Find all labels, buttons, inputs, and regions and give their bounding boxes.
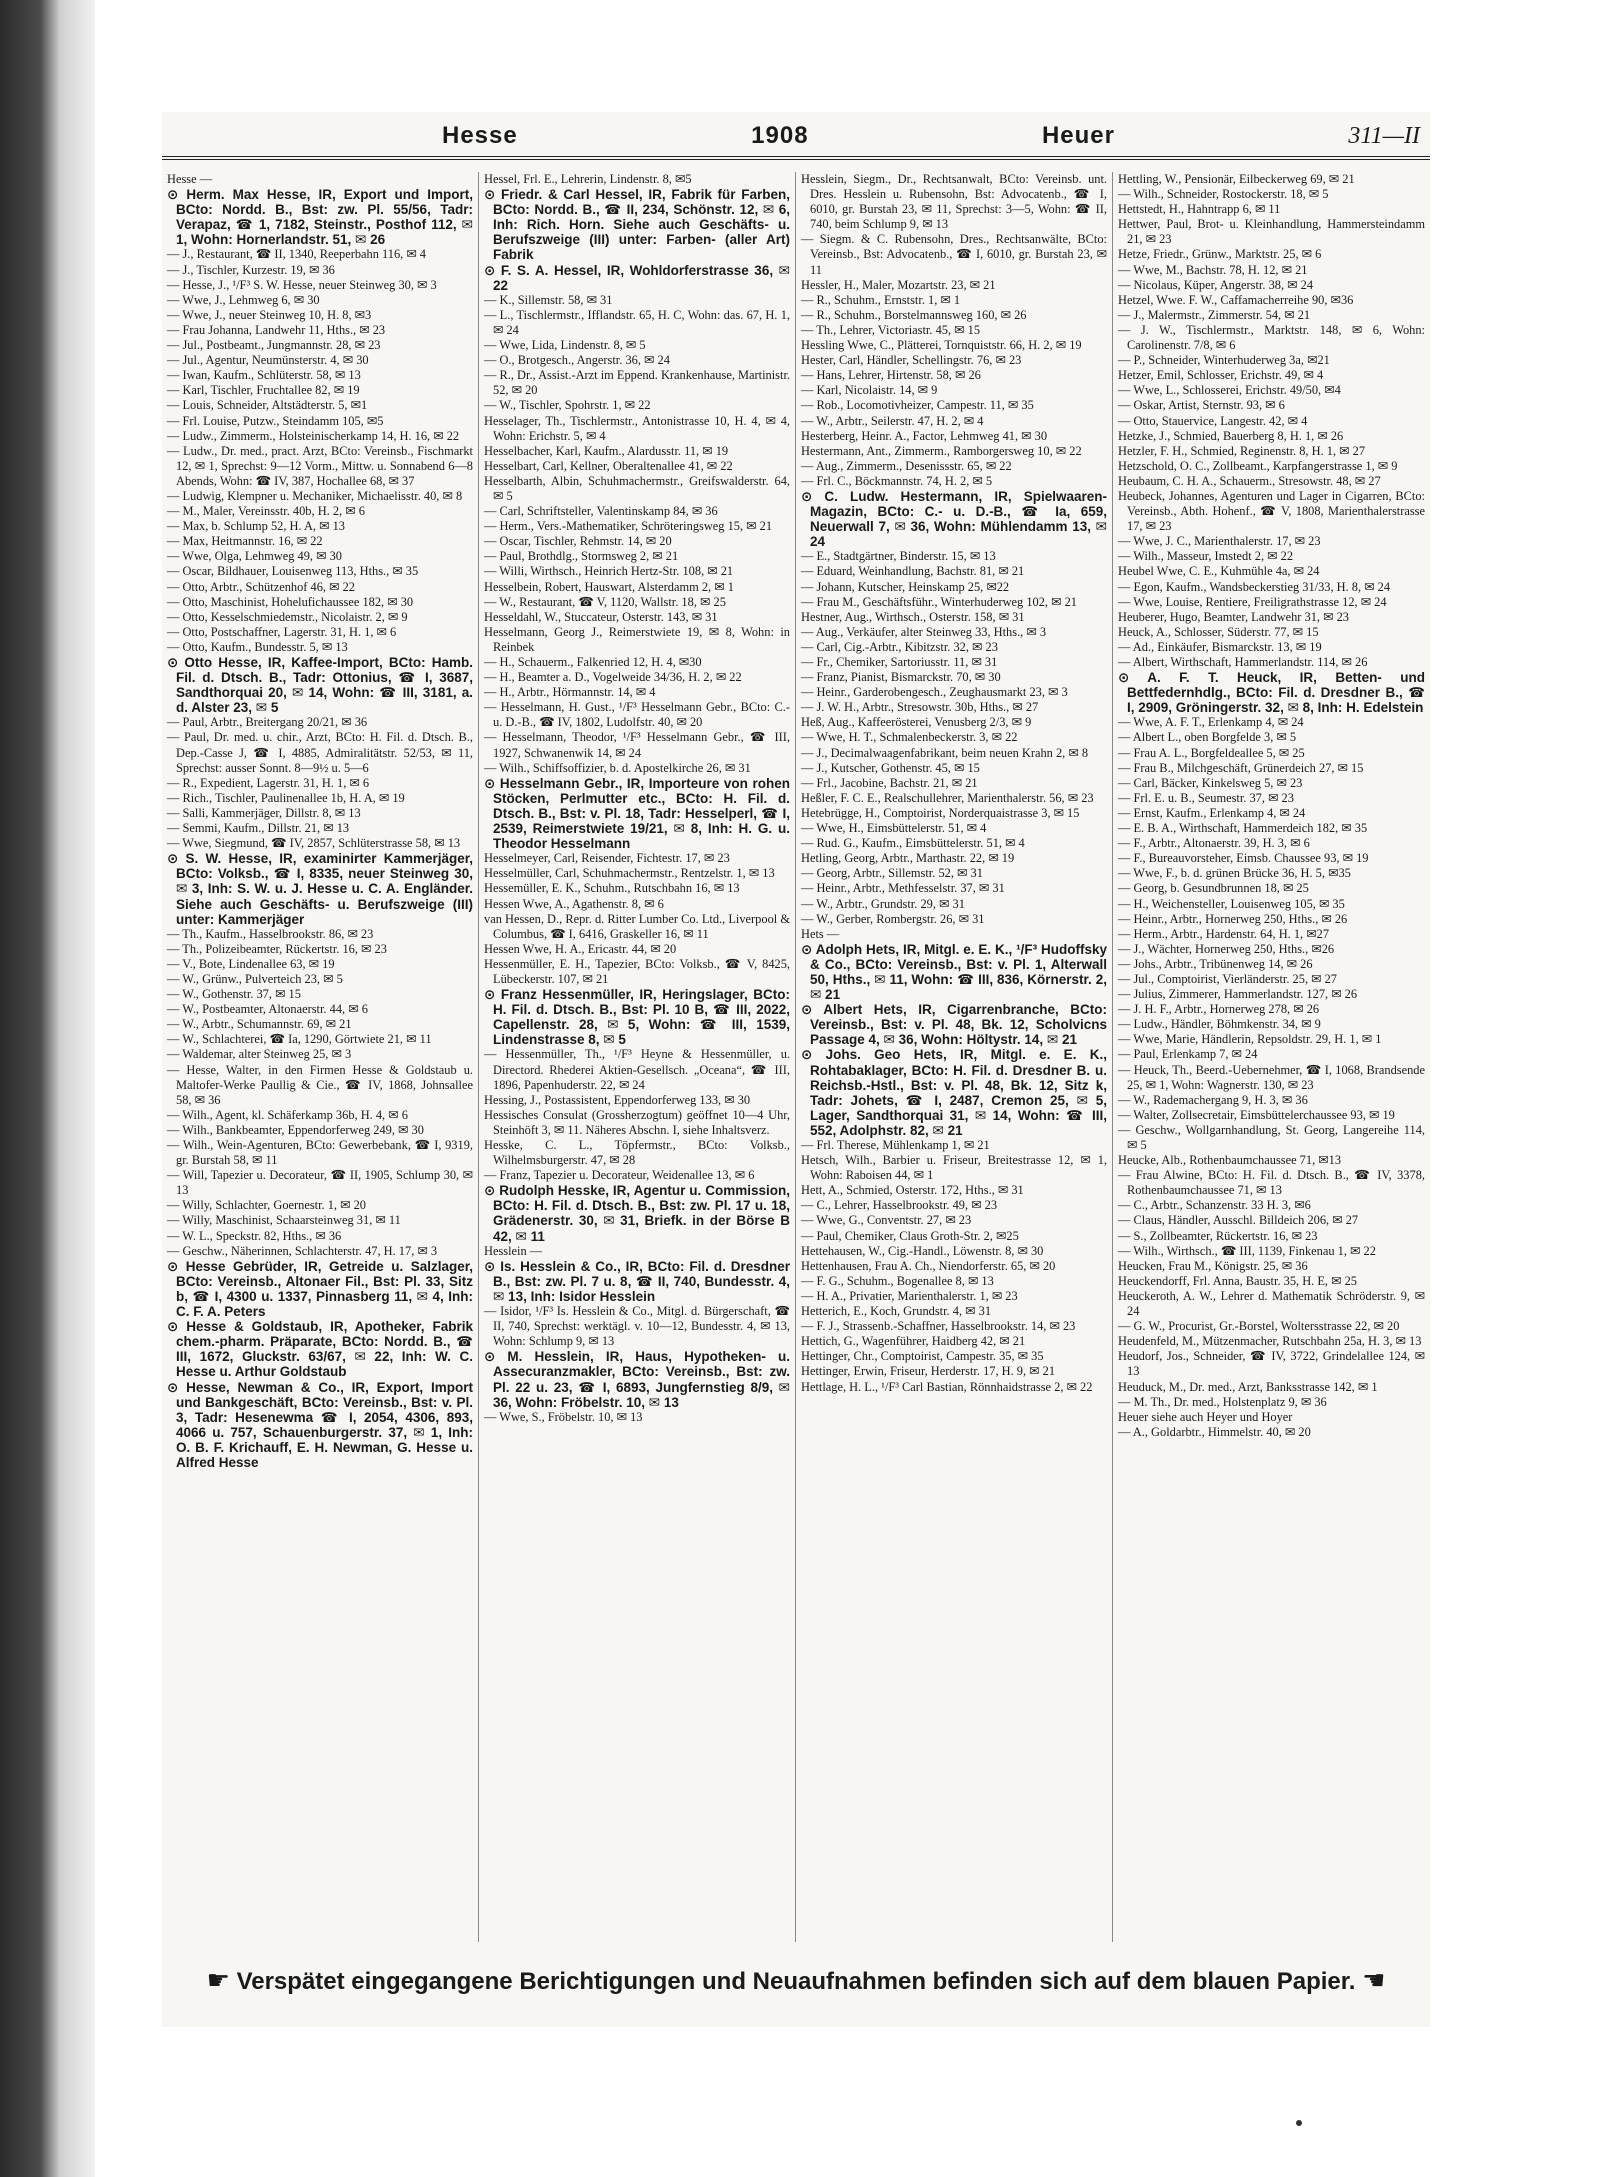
directory-entry: — W., Restaurant, ☎ V, 1120, Wallstr. 18, ✉ 25: [484, 594, 726, 609]
directory-entry: — Frl., Jacobine, Bachstr. 21, ✉ 21: [801, 775, 978, 790]
directory-entry: — Otto, Kesselschmiedemstr., Nicolaistr. 2, ✉ 9: [167, 609, 408, 624]
directory-column-4: [1113, 172, 1430, 1942]
directory-entry: — Wwe, F., b. d. grünen Brücke 36, H. 5, ✉35: [1118, 866, 1351, 881]
directory-entry: — H., Weichensteller, Louisenweg 105, ✉ 35: [1118, 896, 1345, 911]
directory-entry: Hesseldahl, W., Stuccateur, Osterstr. 143, ✉ 31: [484, 609, 718, 624]
directory-entry: Hett, A., Schmied, Osterstr. 172, Hths., ✉ 31: [801, 1183, 1024, 1198]
directory-entry: van Hessen, D., Repr. d. Ritter Lumber Co. Ltd., Liverpool & Columbus, ☎ I, 6416, Graskeller 16, ✉ 11: [484, 911, 790, 941]
directory-entry: — J., Decimalwaagenfabrikant, beim neuen Krahn 2, ✉ 8: [801, 745, 1089, 760]
directory-entry: Heubel Wwe, C. E., Kuhmühle 4a, ✉ 24: [1118, 564, 1320, 579]
directory-entry: — W., Arbtr., Seilerstr. 47, H. 2, ✉ 4: [801, 413, 984, 428]
directory-entry: — S., Zollbeamter, Rückertstr. 16, ✉ 23: [1118, 1228, 1318, 1243]
directory-entry: — Rud. G., Kaufm., Eimsbüttelerstr. 51, ✉ 4: [801, 836, 1025, 851]
directory-entry: ⊙ Rudolph Hesske, IR, Agentur u. Commission, BCto: H. Fil. d. Dtsch. B., Bst: zw. Pl. 17 u. 18, Grädenerstr. 30, ✉ 31, Briefk. in der Börse B 42, ✉ 11: [484, 1183, 790, 1244]
directory-entry: — J. W. H., Arbtr., Stresowstr. 30b, Hths., ✉ 27: [801, 700, 1039, 715]
directory-entry: Hessemüller, E. K., Schuhm., Rutschbahn 16, ✉ 13: [484, 881, 740, 896]
pointing-hand-left-icon: ☚: [1362, 1965, 1386, 1995]
directory-entry: — H., Arbtr., Hörmannstr. 14, ✉ 4: [484, 685, 656, 700]
directory-entry: — Max, Heitmannstr. 16, ✉ 22: [167, 534, 323, 549]
directory-entry: — Wwe, Marie, Händlerin, Repsoldstr. 29, H. 1, ✉ 1: [1118, 1032, 1382, 1047]
directory-entry: ⊙ Friedr. & Carl Hessel, IR, Fabrik für Farben, BCto: Nordd. B., ☎ II, 234, Schönstr. 12, ✉ 6, Inh: Rich. Horn. Siehe auch Geschäfts- u. Berufszweige (III) unter: Farben- (aller Art) Fabrik: [484, 187, 790, 263]
directory-entry: Hesske, C. L., Töpfermstr., BCto: Volksb., Wilhelmsburgerstr. 47, ✉ 28: [484, 1138, 790, 1168]
directory-entry: Hesselager, Th., Tischlermstr., Antonistrasse 10, H. 4, ✉ 4, Wohn: Erichstr. 5, ✉ 4: [484, 413, 790, 443]
directory-entry: Heubeck, Johannes, Agenturen und Lager in Cigarren, BCto: Vereinsb., Abth. Hohenf., ☎ V, 1808, Marienthalerstrasse 17, ✉ 23: [1118, 488, 1425, 534]
directory-entry: ⊙ A. F. T. Heuck, IR, Betten- und Bettfedernhdlg., BCto: Fil. d. Dresdner B., ☎ I, 2909, Gröningerstr. 32, ✉ 8, Inh: H. Edelstein: [1118, 670, 1425, 716]
directory-entry: — Claus, Händler, Ausschl. Billdeich 206, ✉ 27: [1118, 1213, 1359, 1228]
directory-entry: Hesselmüller, Carl, Schuhmachermstr., Rentzelstr. 1, ✉ 13: [484, 866, 775, 881]
directory-entry: — Carl, Schriftsteller, Valentinskamp 84, ✉ 36: [484, 504, 718, 519]
directory-entry: — Hesselmann, Theodor, ¹/F³ Hesselmann Gebr., ☎ III, 1927, Schwanenwik 14, ✉ 24: [484, 730, 790, 760]
directory-entry: — Ad., Einkäufer, Bismarckstr. 13, ✉ 19: [1118, 639, 1322, 654]
directory-entry: ⊙ M. Hesslein, IR, Haus, Hypotheken- u. Assecuranzmakler, BCto: Vereinsb., Bst: zw. Pl. 22 u. 23, ☎ I, 6893, Jungfernstieg 8/9, ✉ 36, Wohn: Fröbelstr. 10, ✉ 13: [484, 1349, 790, 1410]
directory-entry: ⊙ Hesse & Goldstaub, IR, Apotheker, Fabrik chem.-pharm. Präparate, BCto: Nordd. B., ☎ III, 1672, Gluckstr. 63/67, ✉ 22, Inh: W. C. Hesse u. Arthur Goldstaub: [167, 1319, 473, 1380]
directory-entry: — Ludw., Dr. med., pract. Arzt, BCto: Vereinsb., Fischmarkt 12, ✉ 1, Sprechst: 9—12 Vorm., Mittw. u. Sonnabend 6—8 Abends, Wohn: ☎ IV, 387, Hochallee 68, ✉ 37: [167, 443, 473, 488]
directory-entry: — Karl, Nicolaistr. 14, ✉ 9: [801, 383, 938, 398]
directory-entry: — Heinr., Arbtr., Hornerweg 250, Hths., ✉ 26: [1118, 911, 1348, 926]
directory-entry: Hestner, Aug., Wirthsch., Osterstr. 158, ✉ 31: [801, 609, 1025, 624]
header-year: 1908: [751, 122, 809, 149]
directory-entry: — Heuck, Th., Beerd.-Uebernehmer, ☎ I, 1068, Brandsende 25, ✉ 1, Wohn: Wagnerstr. 130, ✉ 23: [1118, 1062, 1425, 1092]
directory-entry: — Max, b. Schlump 52, H. A, ✉ 13: [167, 519, 345, 534]
directory-entry: — L., Tischlermstr., Ifflandstr. 65, H. C, Wohn: das. 67, H. 1, ✉ 24: [484, 307, 790, 337]
directory-entry: — Wwe, H. T., Schmalenbeckerstr. 3, ✉ 22: [801, 730, 1018, 745]
directory-entry: — Frau M., Geschäftsführ., Winterhuderweg 102, ✉ 21: [801, 594, 1077, 609]
directory-entry: — M., Maler, Vereinsstr. 40b, H. 2, ✉ 6: [167, 504, 365, 519]
directory-entry: — Wilh., Schneider, Rostockerstr. 18, ✉ 5: [1118, 187, 1329, 202]
directory-entry: — Willi, Wirthsch., Heinrich Hertz-Str. 108, ✉ 21: [484, 564, 734, 579]
scan-edge: [0, 0, 95, 2177]
directory-entry: Hetzel, Wwe. F. W., Caffamacherreihe 90, ✉36: [1118, 292, 1354, 307]
directory-entry: — Paul, Dr. med. u. chir., Arzt, BCto: H. Fil. d. Dtsch. B., Dep.-Casse J, ☎ I, 4885, Admiralitätstr. 52/53, ✉ 11, Sprechst: ausser Sonnt. 8—9½ u. 5—6: [167, 730, 473, 775]
directory-entry: ⊙ Hesselmann Gebr., IR, Importeure von rohen Stöcken, Perlmutter etc., BCto: H. Fil. d. Dtsch. B., Bst: v. Pl. 18, Tadr: Hesselperl, ☎ I, 2539, Reimerstwiete 19/21, ✉ 8, Inh: H. G. u. Theodor Hesselmann: [484, 775, 790, 852]
directory-entry: — W., Gothenstr. 37, ✉ 15: [167, 987, 301, 1002]
directory-entry: — Julius, Zimmerer, Hammerlandstr. 127, ✉ 26: [1118, 987, 1358, 1002]
directory-entry: — Frl. Louise, Putzw., Steindamm 105, ✉5: [167, 413, 384, 428]
directory-entry: — Jul., Postbeamt., Jungmannstr. 28, ✉ 23: [167, 338, 381, 353]
directory-entry: — Wwe, Olga, Lehmweg 49, ✉ 30: [167, 549, 342, 564]
directory-entry: — Ludwig, Klempner u. Mechaniker, Michaelisstr. 40, ✉ 8: [167, 488, 463, 503]
directory-entry: Hessen Wwe, H. A., Ericastr. 44, ✉ 20: [484, 941, 677, 956]
directory-entry: ⊙ Johs. Geo Hets, IR, Mitgl. e. E. K., Rohtabaklager, BCto: H. Fil. d. Dresdner B. u. Reichsb.-Hstl., Bst: v. Pl. 48, Bk. 12, Sitz k, Tadr: Johets, ☎ I, 2487, Cremon 25, ✉ 5, Lager, Sandthorquai 31, ✉ 14, Wohn: ☎ III, 552, Adolphstr. 82, ✉ 21: [801, 1047, 1107, 1138]
directory-entry: — Hesse, Walter, in den Firmen Hesse & Goldstaub u. Maltofer-Werke Paullig & Cie., ☎ IV, 1868, Johnsallee 58, ✉ 36: [167, 1062, 473, 1107]
footer-notice: [162, 1960, 1430, 2000]
directory-entry: Hessler, H., Maler, Mozartstr. 23, ✉ 21: [801, 277, 996, 292]
directory-entry: — Wilh., Schiffsoffizier, b. d. Apostelkirche 26, ✉ 31: [484, 760, 751, 775]
directory-entry: Hessen Wwe, A., Agathenstr. 8, ✉ 6: [484, 896, 664, 911]
directory-entry: — Johann, Kutscher, Heinskamp 25, ✉22: [801, 579, 1010, 594]
directory-column-1: [162, 172, 479, 1942]
directory-entry: Hets —: [801, 926, 840, 941]
directory-entry: — Aug., Zimmerm., Desenissstr. 65, ✉ 22: [801, 458, 1012, 473]
directory-entry: — Wwe, Louise, Rentiere, Freiligrathstrasse 12, ✉ 24: [1118, 594, 1387, 609]
directory-entry: Hettwer, Paul, Brot- u. Kleinhandlung, Hammersteindamm 21, ✉ 23: [1118, 217, 1425, 247]
directory-entry: — Hans, Lehrer, Hirtenstr. 58, ✉ 26: [801, 368, 981, 383]
directory-entry: Hettenhausen, Frau A. Ch., Niendorferstr. 65, ✉ 20: [801, 1258, 1056, 1273]
directory-entry: — Geschw., Näherinnen, Schlachterstr. 47, H. 17, ✉ 3: [167, 1243, 438, 1258]
directory-entry: — W., Schlachterei, ☎ Ia, 1290, Görtwiete 21, ✉ 11: [167, 1032, 432, 1047]
directory-entry: — Wwe, J., Lehmweg 6, ✉ 30: [167, 292, 320, 307]
directory-entry: — Otto, Kaufm., Bundesstr. 5, ✉ 13: [167, 639, 348, 654]
directory-entry: — J., Kutscher, Gothenstr. 45, ✉ 15: [801, 760, 980, 775]
directory-entry: Hessling Wwe, C., Plätterei, Tornquiststr. 66, H. 2, ✉ 19: [801, 338, 1082, 353]
directory-entry: — Otto, Maschinist, Hohelufichaussee 182, ✉ 30: [167, 594, 414, 609]
directory-entry: Hessisches Consulat (Grossherzogtum) geöffnet 10—4 Uhr, Steinhöft 3, ✉ 11. Näheres Abschn. I, siehe Inhaltsverz.: [484, 1107, 790, 1137]
directory-entry: — H., Beamter a. D., Vogelweide 34/36, H. 2, ✉ 22: [484, 670, 742, 685]
directory-entry: Hesselbacher, Karl, Kaufm., Alardusstr. 11, ✉ 19: [484, 443, 729, 458]
directory-entry: — Walter, Zollsecretair, Eimsbüttelerchaussee 93, ✉ 19: [1118, 1107, 1395, 1122]
directory-entry: Hettling, W., Pensionär, Eilbeckerweg 69, ✉ 21: [1118, 172, 1355, 186]
directory-entry: Heuduck, M., Dr. med., Arzt, Banksstrasse 142, ✉ 1: [1118, 1379, 1378, 1394]
page-header: [162, 112, 1430, 160]
directory-entry: — F., Bureauvorsteher, Eimsb. Chaussee 93, ✉ 19: [1118, 851, 1369, 866]
directory-entry: — Wwe, J., neuer Steinweg 10, H. 8, ✉3: [167, 307, 372, 322]
directory-entry: — Rich., Tischler, Paulinenallee 1b, H. A, ✉ 19: [167, 790, 405, 805]
directory-entry: — J., Restaurant, ☎ II, 1340, Reeperbahn 116, ✉ 4: [167, 247, 427, 262]
directory-entry: Heudenfeld, M., Mützenmacher, Rutschbahn 25a, H. 3, ✉ 13: [1118, 1334, 1422, 1349]
directory-page: [162, 112, 1430, 2027]
directory-entry: Hetzer, Emil, Schlosser, Erichstr. 49, ✉ 4: [1118, 368, 1324, 383]
directory-entry: — Wwe, J. C., Marienthalerstr. 17, ✉ 23: [1118, 534, 1321, 549]
directory-entry: — Geschw., Wollgarnhandlung, St. Georg, Langereihe 114, ✉ 5: [1118, 1122, 1425, 1152]
directory-entry: — P., Schneider, Winterhuderweg 3a, ✉21: [1118, 353, 1330, 368]
directory-entry: Hetzschold, O. C., Zollbeamt., Karpfangerstrasse 1, ✉ 9: [1118, 458, 1398, 473]
directory-entry: Hettlage, H. L., ¹/F³ Carl Bastian, Rönnhaidstrasse 2, ✉ 22: [801, 1379, 1093, 1394]
directory-entry: — Paul, Brothdlg., Stormsweg 2, ✉ 21: [484, 549, 679, 564]
directory-entry: Heuckendorff, Frl. Anna, Baustr. 35, H. E, ✉ 25: [1118, 1273, 1358, 1288]
page-number: 311—II: [1348, 123, 1420, 149]
directory-entry: — Willy, Maschinist, Schaarsteinweg 31, ✉ 11: [167, 1213, 401, 1228]
directory-entry: Hesselbein, Robert, Hauswart, Alsterdamm 2, ✉ 1: [484, 579, 734, 594]
directory-entry: — Nicolaus, Küper, Angerstr. 38, ✉ 24: [1118, 277, 1314, 292]
directory-entry: Hetsch, Wilh., Barbier u. Friseur, Breitestrasse 12, ✉ 1, Wohn: Raboisen 44, ✉ 1: [801, 1153, 1107, 1183]
directory-entry: — Otto, Postschaffner, Lagerstr. 31, H. 1, ✉ 6: [167, 624, 397, 639]
directory-entry: Heuer siehe auch Heyer und Hoyer: [1118, 1409, 1293, 1424]
directory-entry: — Ludw., Händler, Böhmkenstr. 34, ✉ 9: [1118, 1017, 1321, 1032]
directory-entry: — Paul, Chemiker, Claus Groth-Str. 2, ✉25: [801, 1228, 1019, 1243]
directory-entry: Hetling, Georg, Arbtr., Marthastr. 22, ✉ 19: [801, 851, 1015, 866]
directory-entry: — Hesselmann, H. Gust., ¹/F³ Hesselmann Gebr., BCto: C.- u. D.-B., ☎ IV, 1802, Ludolfstr. 40, ✉ 20: [484, 700, 790, 730]
directory-entry: Hesse —: [167, 172, 213, 186]
ink-spot: [1296, 2120, 1302, 2126]
directory-entry: — Carl, Cig.-Arbtr., Kibitzstr. 32, ✉ 23: [801, 639, 998, 654]
directory-entry: Heubaum, C. H. A., Schauerm., Stresowstr. 48, ✉ 27: [1118, 473, 1381, 488]
directory-entry: — R., Expedient, Lagerstr. 31, H. 1, ✉ 6: [167, 775, 370, 790]
directory-column-2: [479, 172, 796, 1942]
directory-entry: — Paul, Arbtr., Breitergang 20/21, ✉ 36: [167, 715, 368, 730]
directory-entry: Heuckeroth, A. W., Lehrer d. Mathematik Schröderstr. 9, ✉ 24: [1118, 1288, 1425, 1319]
directory-entry: — C., Arbtr., Schanzenstr. 33 H. 3, ✉6: [1118, 1198, 1311, 1213]
directory-entry: Hesterberg, Heinr. A., Factor, Lehmweg 41, ✉ 30: [801, 428, 1048, 443]
directory-entry: — O., Brotgesch., Angerstr. 36, ✉ 24: [484, 353, 670, 368]
directory-entry: — W., Arbtr., Schumannstr. 69, ✉ 21: [167, 1017, 352, 1032]
directory-entry: Hesselmann, Georg J., Reimerstwiete 19, ✉ 8, Wohn: in Reinbek: [484, 624, 790, 654]
directory-entry: — Frl. E. u. B., Seumestr. 37, ✉ 23: [1118, 790, 1294, 805]
directory-entry: — Wwe, Siegmund, ☎ IV, 2857, Schlüterstrasse 58, ✉ 13: [167, 836, 461, 851]
directory-entry: — Georg, Arbtr., Sillemstr. 52, ✉ 31: [801, 866, 983, 881]
directory-entry: Hettehausen, W., Cig.-Handl., Löwenstr. 8, ✉ 30: [801, 1243, 1044, 1258]
directory-entry: ⊙ Adolph Hets, IR, Mitgl. e. E. K., ¹/F³ Hudoffsky & Co., BCto: Vereinsb., Bst: v. Pl. 1, Alterwall 50, Hths., ✉ 11, Wohn: ☎ III, 836, Körnerstr. 2, ✉ 21: [801, 941, 1107, 1003]
header-last-name: Heuer: [1041, 122, 1115, 149]
directory-entry: Hesselmeyer, Carl, Reisender, Fichtestr. 17, ✉ 23: [484, 851, 730, 866]
header-first-name: Hesse: [442, 122, 518, 149]
directory-entry: Hesselbarth, Albin, Schuhmachermstr., Greifswalderstr. 64, ✉ 5: [484, 473, 790, 503]
directory-entry: ⊙ Hesse Gebrüder, IR, Getreide u. Salzlager, BCto: Vereinsb., Altonaer Fil., Bst: Pl. 33, Sitz b, ☎ I, 4300 u. 1337, Pinnasberg 11, ✉ 4, Inh: C. F. A. Peters: [167, 1258, 473, 1320]
directory-columns: [162, 172, 1430, 1942]
directory-entry: — J., Tischler, Kurzestr. 19, ✉ 36: [167, 262, 335, 277]
directory-entry: Hessenmüller, E. H., Tapezier, BCto: Volksb., ☎ V, 8425, Lübeckerstr. 107, ✉ 21: [484, 956, 790, 986]
directory-entry: — Oscar, Bildhauer, Louisenweg 113, Hths., ✉ 35: [167, 564, 419, 579]
directory-entry: ⊙ Franz Hessenmüller, IR, Heringslager, BCto: H. Fil. d. Dtsch. B., Bst: Pl. 10 B, ☎ III, 2022, Capellenstr. 28, ✉ 5, Wohn: ☎ III, 1539, Lindenstrasse 8, ✉ 5: [484, 987, 790, 1048]
directory-entry: — Georg, b. Gesundbrunnen 18, ✉ 25: [1118, 881, 1309, 896]
directory-entry: — Iwan, Kaufm., Schlüterstr. 58, ✉ 13: [167, 368, 361, 383]
directory-entry: — Karl, Tischler, Fruchtallee 82, ✉ 19: [167, 383, 360, 398]
directory-entry: — Hesse, J., ¹/F³ S. W. Hesse, neuer Steinweg 30, ✉ 3: [167, 277, 437, 292]
directory-entry: Hesslein, Siegm., Dr., Rechtsanwalt, BCto: Vereinsb. unt. Dres. Hesslein u. Rubensohn, Bst: Advocatenb., ☎ I, 6010, gr. Burstah 23, ✉ 11, Sprechst: 3—5, Wohn: ☎ II, 740, beim Schlump 9, ✉ 13: [801, 172, 1107, 232]
directory-entry: — Wilh., Masseur, Imstedt 2, ✉ 22: [1118, 549, 1294, 564]
directory-entry: ⊙ Albert Hets, IR, Cigarrenbranche, BCto: Vereinsb., Bst: v. Pl. 48, Bk. 12, Scholvicns Passage 4, ✉ 36, Wohn: Höltystr. 14, ✉ 21: [801, 1002, 1107, 1048]
directory-entry: — Otto, Stauervice, Langestr. 42, ✉ 4: [1118, 413, 1308, 428]
directory-entry: — A., Goldarbtr., Himmelstr. 40, ✉ 20: [1118, 1424, 1311, 1439]
directory-entry: — Wwe, M., Bachstr. 78, H. 12, ✉ 21: [1118, 262, 1308, 277]
directory-entry: ⊙ S. W. Hesse, IR, examinirter Kammerjäger, BCto: Volksb., ☎ I, 8335, neuer Steinweg 30, ✉ 3, Inh: S. W. u. J. Hesse u. C. A. Engländer. Siehe auch Geschäfts- u. Berufszweige (III) unter: Kammerjäger: [167, 851, 473, 927]
directory-entry: — J. H. F., Arbtr., Hornerweg 278, ✉ 26: [1118, 1002, 1320, 1017]
directory-entry: — Semmi, Kaufm., Dillstr. 21, ✉ 13: [167, 821, 350, 836]
directory-entry: — Eduard, Weinhandlung, Bachstr. 81, ✉ 21: [801, 564, 1025, 579]
directory-entry: — Th., Polizeibeamter, Rückertstr. 16, ✉ 23: [167, 941, 387, 956]
directory-entry: Heuck, A., Schlosser, Süderstr. 77, ✉ 15: [1118, 624, 1319, 639]
directory-entry: ⊙ F. S. A. Hessel, IR, Wohldorferstrasse 36, ✉ 22: [484, 262, 790, 293]
directory-entry: — Rob., Locomotivheizer, Campestr. 11, ✉ 35: [801, 398, 1034, 413]
directory-entry: — Wilh., Bankbeamter, Eppendorferweg 249, ✉ 30: [167, 1122, 424, 1137]
directory-entry: Hesslein —: [484, 1243, 543, 1258]
directory-entry: Hesselbart, Carl, Kellner, Oberaltenallee 41, ✉ 22: [484, 458, 733, 473]
directory-entry: — Carl, Bäcker, Kinkelsweg 5, ✉ 23: [1118, 775, 1303, 790]
directory-entry: — Jul., Agentur, Neumünsterstr. 4, ✉ 30: [167, 353, 369, 368]
pointing-hand-right-icon: ☛: [206, 1965, 230, 1995]
directory-entry: Hestermann, Ant., Zimmerm., Ramborgersweg 10, ✉ 22: [801, 443, 1082, 458]
directory-entry: — Albert, Wirthschaft, Hammerlandstr. 114, ✉ 26: [1118, 655, 1368, 669]
directory-entry: — Siegm. & C. Rubensohn, Dres., Rechtsanwälte, BCto: Vereinsb., Bst: Advocatenb., ☎ I, 6010, gr. Burstah 23, ✉ 11: [801, 232, 1107, 277]
directory-entry: Heuberer, Hugo, Beamter, Landwehr 31, ✉ 23: [1118, 609, 1349, 624]
directory-entry: — Frau Johanna, Landwehr 11, Hths., ✉ 23: [167, 322, 386, 337]
directory-entry: — R., Schuhm., Borstelmannsweg 160, ✉ 26: [801, 307, 1027, 322]
directory-entry: — Wwe, G., Conventstr. 27, ✉ 23: [801, 1213, 972, 1228]
directory-entry: — Frl. C., Böckmannstr. 74, H. 2, ✉ 5: [801, 473, 993, 488]
directory-entry: Hessing, J., Postassistent, Eppendorferweg 133, ✉ 30: [484, 1092, 751, 1107]
directory-entry: — C., Lehrer, Hasselbrookstr. 49, ✉ 23: [801, 1198, 998, 1213]
directory-entry: — Hessenmüller, Th., ¹/F³ Heyne & Hessenmüller, u. Directord. Rhederei Aktien-Gesellsch. „Oceana“, ☎ III, 1896, Papenhuderstr. 22, ✉ 24: [484, 1047, 790, 1092]
directory-entry: — Wilh., Wirthsch., ☎ III, 1139, Finkenau 1, ✉ 22: [1118, 1243, 1376, 1258]
directory-entry: — Th., Lehrer, Victoriastr. 45, ✉ 15: [801, 322, 981, 337]
directory-entry: — K., Sillemstr. 58, ✉ 31: [484, 292, 613, 307]
directory-entry: — Franz, Pianist, Bismarckstr. 70, ✉ 30: [801, 670, 1001, 685]
directory-entry: — Aug., Verkäufer, alter Steinweg 33, Hths., ✉ 3: [801, 624, 1047, 639]
directory-entry: — H., Schauerm., Falkenried 12, H. 4, ✉30: [484, 655, 702, 669]
directory-entry: Hetzler, F. H., Schmied, Reginenstr. 8, H. 1, ✉ 27: [1118, 443, 1366, 458]
directory-entry: — W., Postbeamter, Altonaerstr. 44, ✉ 6: [167, 1002, 368, 1017]
directory-entry: — W., Grünw., Pulverteich 23, ✉ 5: [167, 971, 343, 986]
directory-entry: — H. A., Privatier, Marienthalerstr. 1, ✉ 23: [801, 1288, 1018, 1303]
directory-entry: — M. Th., Dr. med., Holstenplatz 9, ✉ 36: [1118, 1394, 1327, 1409]
directory-entry: — Franz, Tapezier u. Decorateur, Weidenallee 13, ✉ 6: [484, 1168, 755, 1183]
directory-entry: — F. J., Strassenb.-Schaffner, Hasselbrookstr. 14, ✉ 23: [801, 1319, 1076, 1334]
directory-entry: — F. G., Schuhm., Bogenallee 8, ✉ 13: [801, 1273, 994, 1288]
directory-entry: — Wilh., Agent, kl. Schäferkamp 36b, H. 4, ✉ 6: [167, 1107, 408, 1122]
directory-entry: — J. W., Tischlermstr., Marktstr. 148, ✉ 6, Wohn: Carolinenstr. 7/8, ✉ 6: [1118, 322, 1425, 353]
directory-entry: — Oscar, Tischler, Rehmstr. 14, ✉ 20: [484, 534, 672, 549]
directory-entry: — R., Dr., Assist.-Arzt im Eppend. Krankenhause, Martinistr. 52, ✉ 20: [484, 368, 790, 398]
directory-entry: — Willy, Schlachter, Goernestr. 1, ✉ 20: [167, 1198, 366, 1213]
directory-entry: — J., Wächter, Hornerweg 250, Hths., ✉26: [1118, 941, 1335, 956]
directory-entry: — Wwe, H., Eimsbüttelerstr. 51, ✉ 4: [801, 821, 987, 836]
directory-entry: Hester, Carl, Händler, Schellingstr. 76, ✉ 23: [801, 353, 1022, 368]
directory-entry: — Herm., Arbtr., Hardenstr. 64, H. 1, ✉27: [1118, 926, 1330, 941]
directory-entry: ⊙ Is. Hesslein & Co., IR, BCto: Fil. d. Dresdner B., Bst: zw. Pl. 7 u. 8, ☎ II, 740, Bundesstr. 4, ✉ 13, Inh: Isidor Hesslein: [484, 1258, 790, 1304]
directory-entry: — Ernst, Kaufm., Erlenkamp 4, ✉ 24: [1118, 805, 1306, 820]
directory-entry: Hettich, G., Wagenführer, Haidberg 42, ✉ 21: [801, 1334, 1026, 1349]
directory-entry: Hetze, Friedr., Grünw., Marktstr. 25, ✉ 6: [1118, 247, 1322, 262]
directory-entry: — V., Bote, Lindenallee 63, ✉ 19: [167, 956, 335, 971]
directory-column-3: [796, 172, 1113, 1942]
directory-entry: Hettinger, Erwin, Friseur, Herderstr. 17, H. 9, ✉ 21: [801, 1364, 1056, 1379]
directory-entry: — Johs., Arbtr., Tribünenweg 14, ✉ 26: [1118, 956, 1313, 971]
directory-entry: Hettstedt, H., Hahntrapp 6, ✉ 11: [1118, 202, 1281, 217]
directory-entry: — Isidor, ¹/F³ Is. Hesslein & Co., Mitgl. d. Bürgerschaft, ☎ II, 740, Sprechst: werktägl. v. 10—12, Bundesstr. 4, ✉ 13, Wohn: Schlump 9, ✉ 13: [484, 1304, 790, 1349]
directory-entry: — Wwe, A. F. T., Erlenkamp 4, ✉ 24: [1118, 715, 1304, 730]
directory-entry: Hessel, Frl. E., Lehrerin, Lindenstr. 8, ✉5: [484, 172, 692, 186]
directory-entry: — Wilh., Wein-Agenturen, BCto: Gewerbebank, ☎ I, 9319, gr. Burstah 58, ✉ 11: [167, 1138, 473, 1168]
directory-entry: — R., Schuhm., Ernststr. 1, ✉ 1: [801, 292, 961, 307]
directory-entry: — Will, Tapezier u. Decorateur, ☎ II, 1905, Schlump 30, ✉ 13: [167, 1168, 473, 1198]
directory-entry: — Salli, Kammerjäger, Dillstr. 8, ✉ 13: [167, 805, 361, 820]
directory-entry: — Heinr., Garderobengesch., Zeughausmarkt 23, ✉ 3: [801, 685, 1068, 700]
directory-entry: — F., Arbtr., Altonaerstr. 39, H. 3, ✉ 6: [1118, 836, 1310, 851]
directory-entry: Heudorf, Jos., Schneider, ☎ IV, 3722, Grindelallee 124, ✉ 13: [1118, 1349, 1425, 1379]
directory-entry: Hetterich, E., Koch, Grundstr. 4, ✉ 31: [801, 1304, 992, 1319]
directory-entry: Heß, Aug., Kaffeerösterei, Venusberg 2/3, ✉ 9: [801, 715, 1032, 730]
directory-entry: ⊙ Hesse, Newman & Co., IR, Export, Import und Bankgeschäft, BCto: Vereinsb., Bst: v. Pl. 3, Tadr: Hesenewma ☎ I, 2054, 4306, 893, 4066 u. 757, Schauenburgerstr. 37, ✉ 1, Inh: O. B. F. Krichauff, E. H. Newman, G. Hesse u. Alfred Hesse: [167, 1379, 473, 1470]
directory-entry: — Fr., Chemiker, Sartoriusstr. 11, ✉ 31: [801, 655, 998, 669]
directory-entry: — W., Tischler, Spohrstr. 1, ✉ 22: [484, 398, 651, 413]
directory-entry: — Frl. Therese, Mühlenkamp 1, ✉ 21: [801, 1138, 990, 1152]
directory-entry: — E. B. A., Wirthschaft, Hammerdeich 182, ✉ 35: [1118, 821, 1368, 836]
directory-entry: Hetzke, J., Schmied, Bauerberg 8, H. 1, ✉ 26: [1118, 428, 1344, 443]
directory-entry: — Frau A. L., Borgfeldeallee 5, ✉ 25: [1118, 745, 1305, 760]
directory-entry: — Otto, Arbtr., Schützenhof 46, ✉ 22: [167, 579, 355, 594]
directory-entry: — W., Rademachergang 9, H. 3, ✉ 36: [1118, 1092, 1308, 1107]
directory-entry: — Herm., Vers.-Mathematiker, Schröteringsweg 15, ✉ 21: [484, 519, 773, 534]
directory-entry: — Heinr., Arbtr., Methfesselstr. 37, ✉ 31: [801, 881, 1005, 896]
footer-text: Verspätet eingegangene Berichtigungen und Neuaufnahmen befinden sich auf dem blauen Papier.: [236, 1968, 1356, 1995]
directory-entry: Heucke, Alb., Rothenbaumchaussee 71, ✉13: [1118, 1153, 1342, 1168]
directory-entry: ⊙ C. Ludw. Hestermann, IR, Spielwaaren-Magazin, BCto: C.- u. D.-B., ☎ Ia, 659, Neuerwall 7, ✉ 36, Wohn: Mühlendamm 13, ✉ 24: [801, 488, 1107, 550]
directory-entry: — Waldemar, alter Steinweg 25, ✉ 3: [167, 1047, 352, 1062]
directory-entry: — Louis, Schneider, Altstädterstr. 5, ✉1: [167, 398, 368, 413]
directory-entry: — G. W., Procurist, Gr.-Borstel, Woltersstrasse 22, ✉ 20: [1118, 1319, 1400, 1334]
directory-entry: — Wwe, L., Schlosserei, Erichstr. 49/50, ✉4: [1118, 383, 1341, 398]
directory-entry: Heucken, Frau M., Königstr. 25, ✉ 36: [1118, 1258, 1308, 1273]
directory-entry: — W., Gerber, Rombergstr. 26, ✉ 31: [801, 911, 985, 926]
directory-entry: ⊙ Otto Hesse, IR, Kaffee-Import, BCto: Hamb. Fil. d. Dtsch. B., Tadr: Ottonius, ☎ I, 3687, Sandthorquai 20, ✉ 14, Wohn: ☎ III, 3181, a. d. Alster 23, ✉ 5: [167, 655, 473, 716]
directory-entry: — Frau Alwine, BCto: H. Fil. d. Dtsch. B., ☎ IV, 3378, Rothenbaumchaussee 71, ✉ 13: [1118, 1168, 1425, 1198]
directory-entry: ⊙ Herm. Max Hesse, IR, Export und Import, BCto: Nordd. B., Bst: zw. Pl. 55/56, Tadr: Verapaz, ☎ 1, 7182, Steinstr., Posthof 112, ✉ 1, Wohn: Hornerlandstr. 51, ✉ 26: [167, 187, 473, 248]
directory-entry: — E., Stadtgärtner, Binderstr. 15, ✉ 13: [801, 549, 996, 564]
directory-entry: — Jul., Comptoirist, Vierländerstr. 25, ✉ 27: [1118, 971, 1338, 986]
directory-entry: — J., Malermstr., Zimmerstr. 54, ✉ 21: [1118, 307, 1311, 322]
directory-entry: — Wwe, Lida, Lindenstr. 8, ✉ 5: [484, 338, 646, 353]
directory-entry: Heßler, F. C. E., Realschullehrer, Marienthalerstr. 56, ✉ 23: [801, 790, 1094, 805]
directory-entry: — Oskar, Artist, Sternstr. 93, ✉ 6: [1118, 398, 1285, 413]
directory-entry: — Wwe, S., Fröbelstr. 10, ✉ 13: [484, 1409, 643, 1424]
directory-entry: — Ludw., Zimmerm., Holsteinischerkamp 14, H. 16, ✉ 22: [167, 428, 460, 443]
directory-entry: — Th., Kaufm., Hasselbrookstr. 86, ✉ 23: [167, 926, 374, 941]
directory-entry: — Egon, Kaufm., Wandsbeckerstieg 31/33, H. 8, ✉ 24: [1118, 579, 1391, 594]
directory-entry: — Frau B., Milchgeschäft, Grünerdeich 27, ✉ 15: [1118, 760, 1364, 775]
directory-entry: — W. L., Speckstr. 82, Hths., ✉ 36: [167, 1228, 342, 1243]
directory-entry: Hettinger, Chr., Comptoirist, Campestr. 35, ✉ 35: [801, 1349, 1044, 1364]
directory-entry: — Albert L., oben Borgfelde 3, ✉ 5: [1118, 730, 1297, 745]
directory-entry: — Paul, Erlenkamp 7, ✉ 24: [1118, 1047, 1258, 1062]
directory-entry: Hetebrügge, H., Comptoirist, Norderquaistrasse 3, ✉ 15: [801, 805, 1080, 820]
directory-entry: — W., Arbtr., Grundstr. 29, ✉ 31: [801, 896, 965, 911]
